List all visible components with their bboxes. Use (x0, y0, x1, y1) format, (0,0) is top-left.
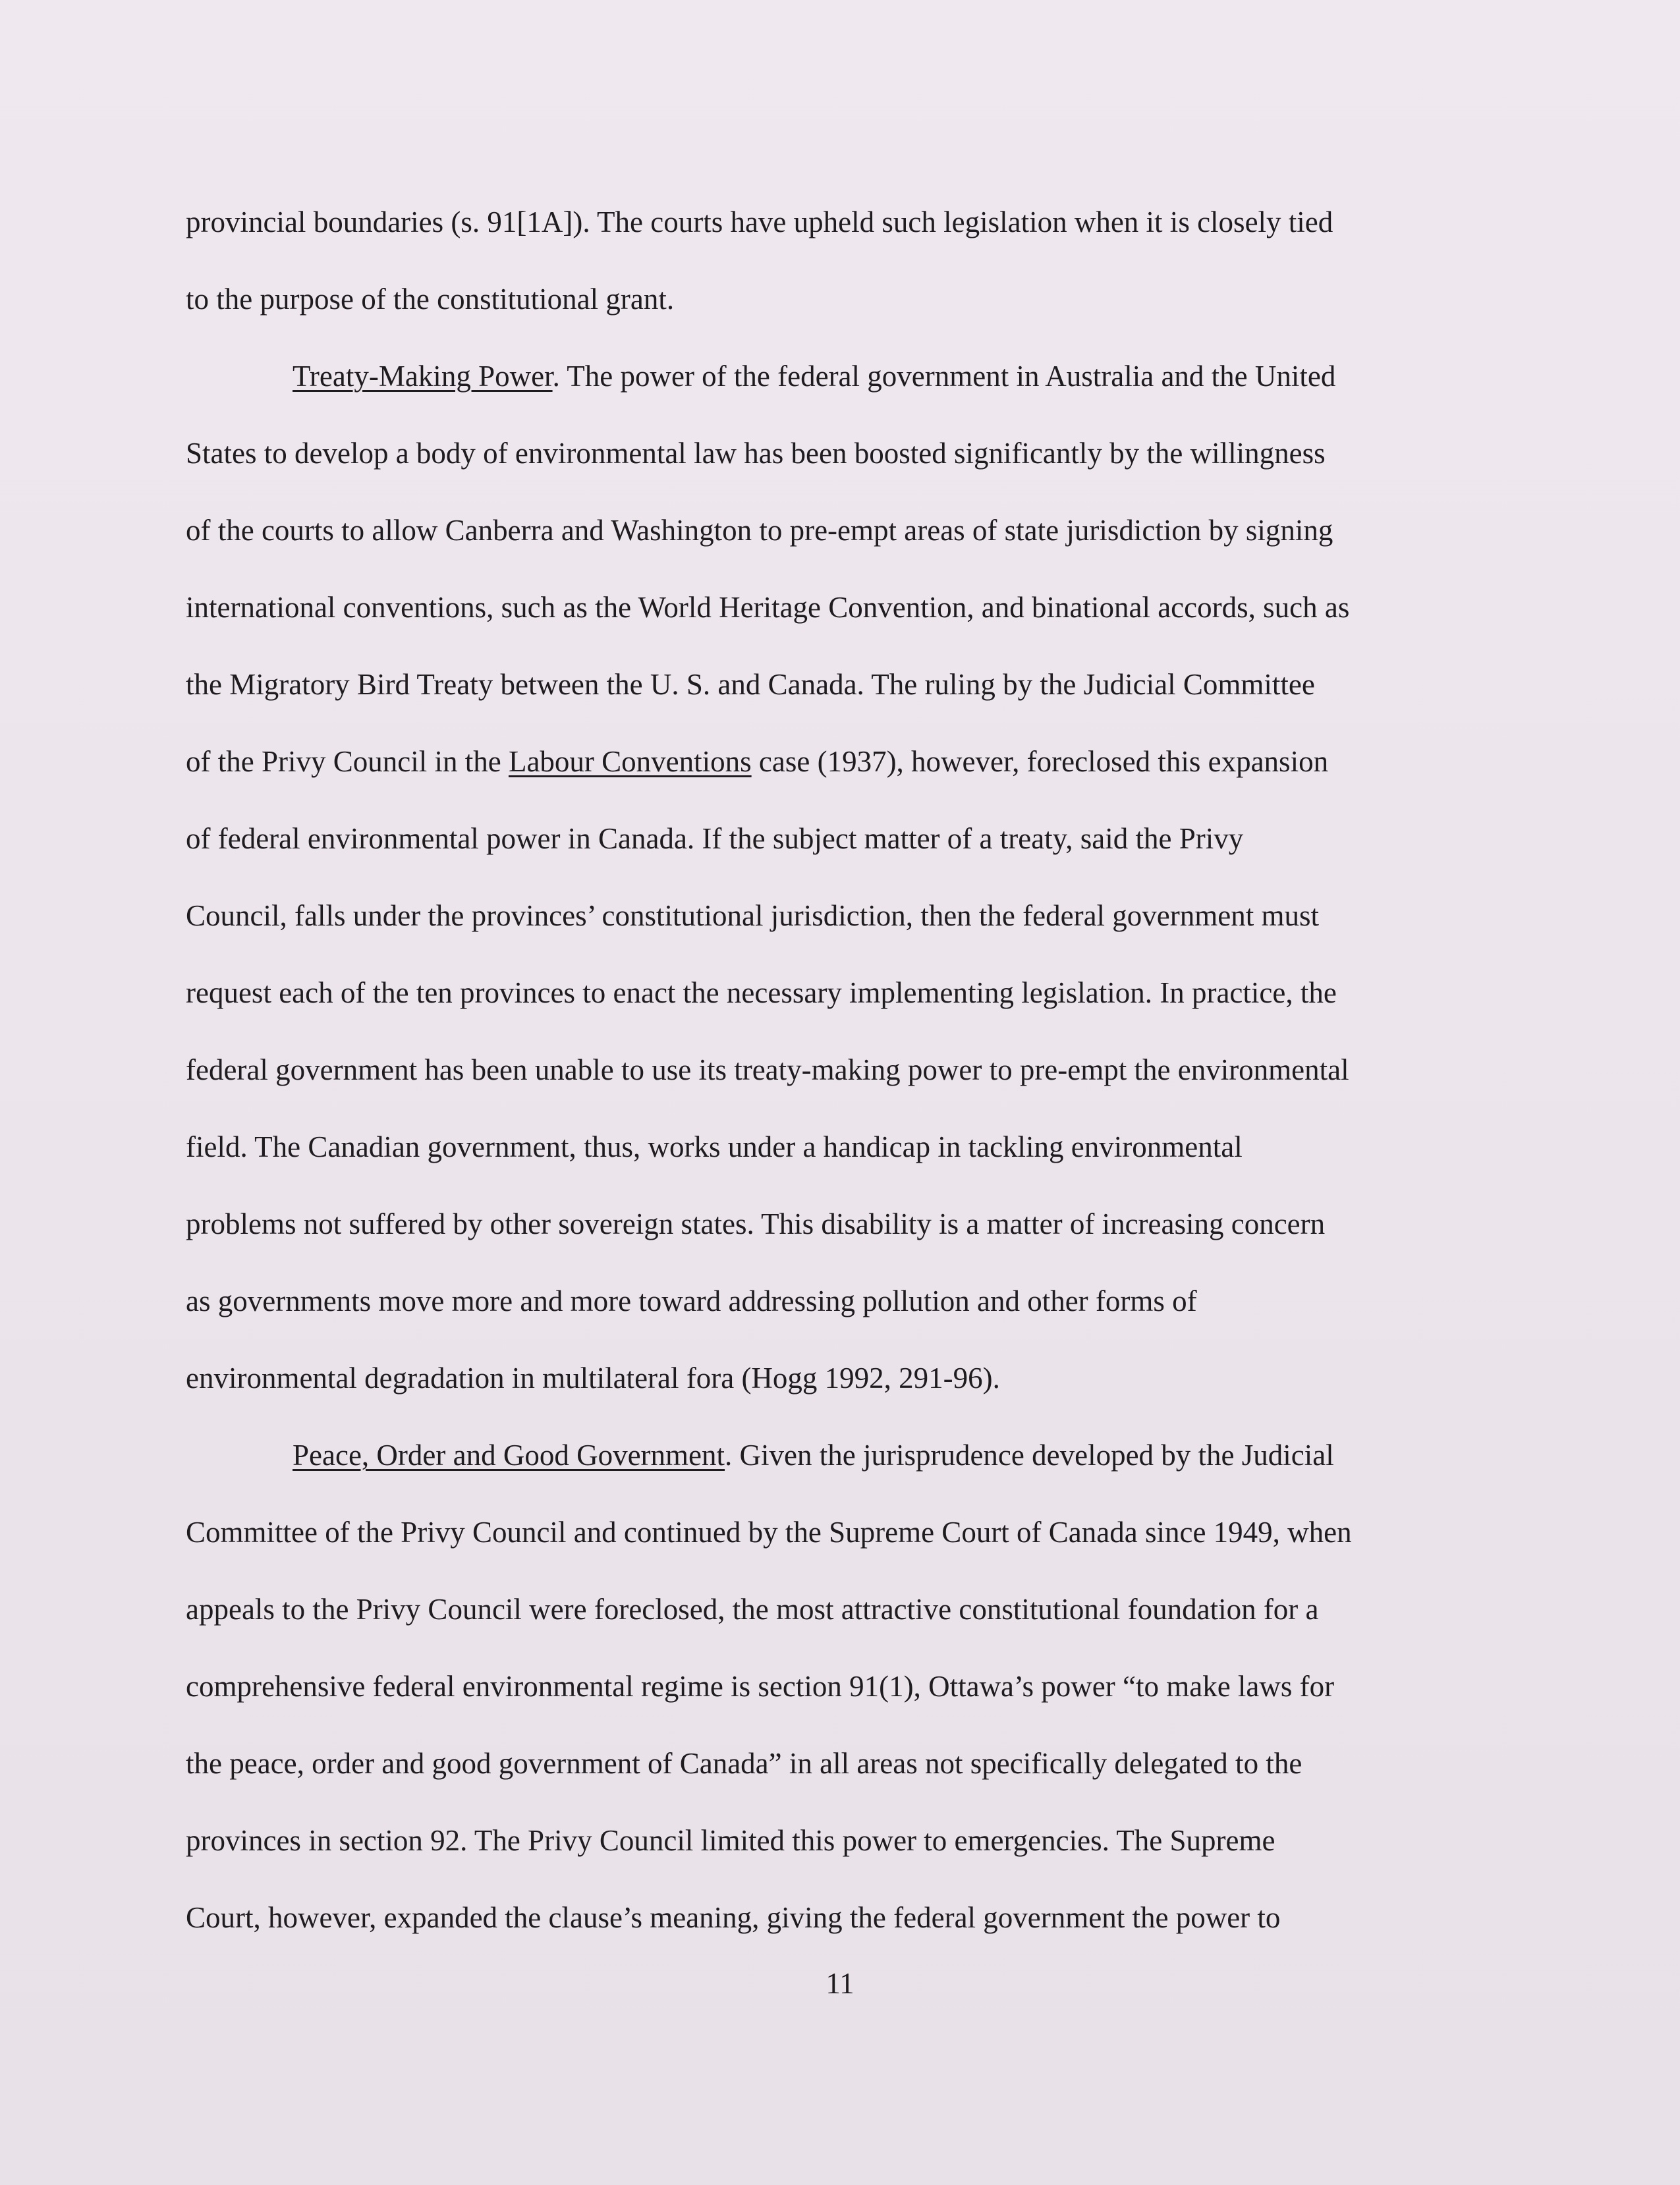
text-line: request each of the ten provinces to enact the necessary implementing legislation. In practice, the (186, 976, 1337, 1009)
text-line: field. The Canadian government, thus, works under a handicap in tackling environmental (186, 1130, 1243, 1163)
body-text (186, 192, 1503, 1965)
text-line: provincial boundaries (s. 91[1A]). The courts have upheld such legislation when it is closely tied (186, 206, 1333, 238)
text-line: comprehensive federal environmental regime is section 91(1), Ottawa’s power “to make laws for (186, 1670, 1335, 1703)
text-line: the Migratory Bird Treaty between the U. S. and Canada. The ruling by the Judicial Committee (186, 668, 1315, 701)
text-line: provinces in section 92. The Privy Council limited this power to emergencies. The Supreme (186, 1824, 1275, 1857)
text-line-rest: case (1937), however, foreclosed this expansion (751, 745, 1329, 778)
text-line: environmental degradation in multilateral fora (Hogg 1992, 291-96). (186, 1362, 1000, 1395)
section-heading-line (186, 1425, 1503, 1503)
text-line-start: of the Privy Council in the (186, 745, 509, 778)
text-line-rest: . The power of the federal government in Australia and the United (552, 360, 1336, 393)
text-line: Committee of the Privy Council and continued by the Supreme Court of Canada since 1949, when (186, 1516, 1352, 1549)
text-line: to the purpose of the constitutional grant. (186, 283, 675, 316)
text-line: international conventions, such as the World Heritage Convention, and binational accords, such as (186, 591, 1350, 624)
text-line: Council, falls under the provinces’ constitutional jurisdiction, then the federal government must (186, 899, 1319, 932)
section-heading-treaty-making-power: Treaty-Making Power (293, 360, 553, 393)
section-heading-line (186, 346, 1503, 424)
case-name-labour-conventions: Labour Conventions (508, 745, 752, 778)
text-line: appeals to the Privy Council were foreclosed, the most attractive constitutional foundation for a (186, 1593, 1319, 1626)
text-line (186, 732, 1503, 809)
section-heading-peace-order-good-government: Peace, Order and Good Government (293, 1439, 725, 1472)
text-line: Court, however, expanded the clause’s meaning, giving the federal government the power to (186, 1901, 1281, 1934)
text-line: problems not suffered by other sovereign states. This disability is a matter of increasing concern (186, 1207, 1326, 1240)
text-line: of federal environmental power in Canada. If the subject matter of a treaty, said the Privy (186, 822, 1244, 855)
page-number: 11 (826, 1967, 854, 2000)
text-line: States to develop a body of environmental law has been boosted significantly by the willingness (186, 437, 1326, 470)
text-line-rest: . Given the jurisprudence developed by the Judicial (725, 1439, 1334, 1472)
text-line: as governments move more and more toward addressing pollution and other forms of (186, 1285, 1197, 1317)
text-line: federal government has been unable to use its treaty-making power to pre-empt the environmental (186, 1053, 1349, 1086)
text-line: of the courts to allow Canberra and Washington to pre-empt areas of state jurisdiction by signing (186, 514, 1333, 547)
text-line: the peace, order and good government of Canada” in all areas not specifically delegated to the (186, 1747, 1302, 1780)
